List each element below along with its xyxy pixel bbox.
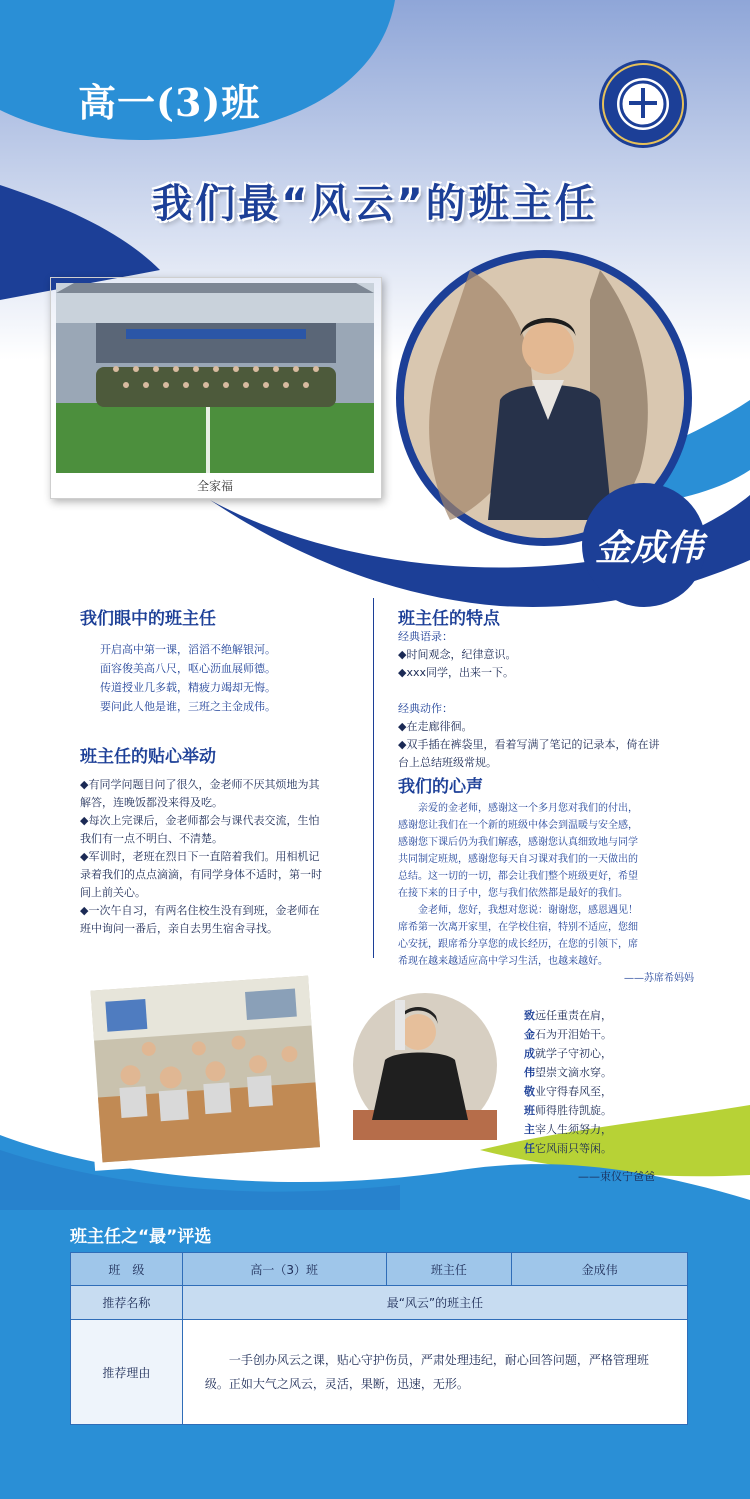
reason-label: 推荐理由	[71, 1320, 183, 1425]
acrostic-line: 敬业守得春风至，	[524, 1085, 612, 1098]
acrostic-line: 主宰人生须努力，	[524, 1123, 612, 1136]
letter-line: 亲爱的金老师，感谢这一个多月您对我们的付出，	[398, 803, 638, 814]
care-item: ◆有同学问题目问了很久，金老师不厌其烦地为其	[80, 778, 320, 791]
letter-signature: ——苏席希妈妈	[624, 973, 694, 984]
evaluation-title: 班主任之“最”评选	[70, 1227, 212, 1247]
letter-line: 席希第一次离开家里，在学校住宿，特别不适应，您细	[398, 922, 638, 933]
letter-line: 共同制定班规，感谢您每天自习课对我们的一天做出的	[398, 854, 638, 865]
acrostic-signature: ——束仪宁爸爸	[578, 1170, 655, 1183]
teacher-name-badge: 金成伟	[595, 527, 704, 569]
acrostic-line: 致远任重责在肩，	[524, 1009, 612, 1022]
table-row	[71, 1253, 688, 1286]
reason-value: 一手创办风云之课，贴心守护伤员，严肃处理违纪，耐心回答问题，严格管理班级。正如大气之风云，灵活，果断，迅速，无形。	[182, 1320, 687, 1425]
table-row	[71, 1320, 688, 1425]
teacher-label: 班主任	[386, 1253, 512, 1286]
care-item: 解答，连晚饭都没来得及吃。	[80, 796, 223, 809]
letter-block	[398, 800, 694, 987]
quote-item: ◆xxx同学，出来一下。	[398, 666, 514, 679]
main-title: 我们最“风云”的班主任	[152, 181, 598, 227]
eyes-poem-line: 开启高中第一课，滔滔不绝解银河。	[100, 643, 276, 656]
eyes-poem-line: 传道授业几多载，精疲力竭却无悔。	[100, 681, 276, 694]
eyes-poem-line: 要问此人他是谁，三班之主金成伟。	[100, 700, 276, 713]
action-item: ◆在走廊徘徊。	[398, 720, 473, 733]
letter-line: 总结。这一切的一切，都会让我们整个班级更好，希望	[398, 871, 638, 882]
care-item: ◆军训时，老班在烈日下一直陪着我们。用相机记	[80, 850, 320, 863]
class-value: 高一（3）班	[182, 1253, 386, 1286]
traits-title: 班主任的特点	[398, 609, 500, 629]
care-item: 班中询问一番后，亲自去男生宿舍寻找。	[80, 922, 278, 935]
table-row	[71, 1286, 688, 1320]
group-photo-frame	[50, 276, 380, 496]
eyes-poem-line: 面容俊美高八尺，呕心沥血展师德。	[100, 662, 276, 675]
acrostic-line: 伟望崇文滴水穿。	[524, 1066, 612, 1079]
quote-item: ◆时间观念，纪律意识。	[398, 648, 517, 661]
column-divider	[373, 598, 374, 958]
eyes-title: 我们眼中的班主任	[80, 609, 216, 629]
eyes-poem	[100, 640, 276, 716]
class-title: 高一(3)班	[78, 80, 261, 125]
class-label: 班 级	[71, 1253, 183, 1286]
acrostic-line: 成就学子守初心，	[524, 1047, 612, 1060]
teacher-value: 金成伟	[512, 1253, 688, 1286]
name-label: 推荐名称	[71, 1286, 183, 1320]
actions-label: 经典动作：	[398, 702, 453, 715]
acrostic-line: 任它风雨只等闲。	[524, 1142, 612, 1155]
traits-block	[398, 628, 659, 772]
name-value: 最“风云”的班主任	[182, 1286, 687, 1320]
care-title: 班主任的贴心举动	[80, 747, 216, 767]
acrostic-line: 班师得胜待凯旋。	[524, 1104, 612, 1117]
quotes-label: 经典语录：	[398, 630, 453, 643]
letter-line: 金老师，您好，我想对您说：谢谢您，感恩遇见！	[398, 905, 638, 916]
acrostic-line: 金石为开泪始干。	[524, 1028, 612, 1041]
acrostic-poem	[524, 1006, 612, 1158]
letter-line: 希现在越来越适应高中学习生活，也越来越好。	[398, 956, 608, 967]
care-item: ◆一次午自习，有两名住校生没有到班，金老师在	[80, 904, 320, 917]
letter-line: 感谢您让我们在一个新的班级中体会到温暖与安全感，	[398, 820, 638, 831]
evaluation-table	[70, 1252, 688, 1425]
care-list	[80, 776, 322, 938]
care-item: 我们有一点不明白、不清楚。	[80, 832, 223, 845]
letter-line: 心安抚，跟席希分享您的成长经历，在您的引领下，席	[398, 939, 638, 950]
care-item: 间上前关心。	[80, 886, 146, 899]
letter-line: 感谢您下课后仍为我们解惑，感谢您认真细致地与同学	[398, 837, 638, 848]
letter-line: 在接下来的日子中，您与我们依然都是最好的我们。	[398, 888, 628, 899]
action-item: 台上总结班级常规。	[398, 756, 497, 769]
voice-title: 我们的心声	[398, 777, 483, 797]
action-item: ◆双手插在裤袋里，看着写满了笔记的记录本，倚在讲	[398, 738, 660, 751]
care-item: ◆每次上完课后，金老师都会与课代表交流，生怕	[80, 814, 320, 827]
group-photo-caption: 全家福	[196, 479, 233, 493]
care-item: 录着我们的点点滴滴，有同学身体不适时，第一时	[80, 868, 322, 881]
